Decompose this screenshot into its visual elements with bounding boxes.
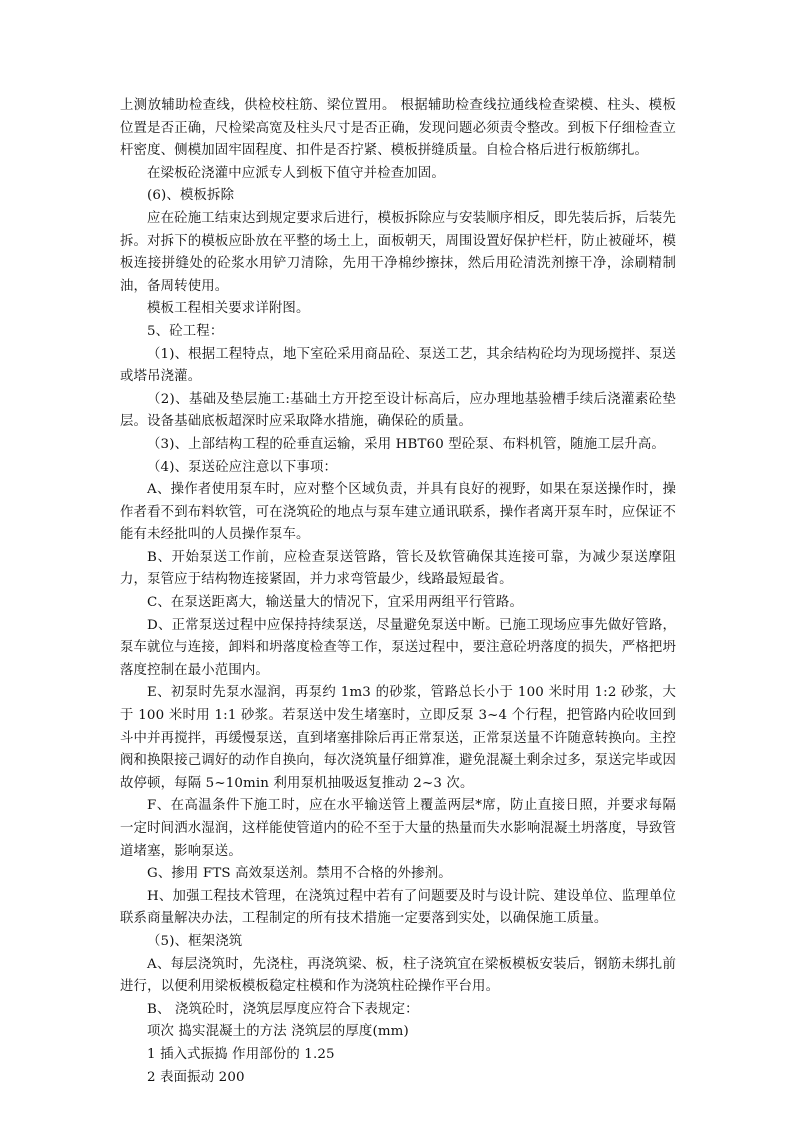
paragraph-pump-c: C、在泵送距离大，输送量大的情况下，宜采用两组平行管路。 bbox=[147, 595, 523, 611]
paragraph-frame-b: B、 浇筑砼时，浇筑层厚度应符合下表规定： bbox=[147, 1001, 419, 1017]
paragraph-pump-b: B、开始泵送工作前，应检查泵送管路，管长及软管确保其连接可靠，为减少泵送摩阻力，泵管应于结构物连接紧固，并力求弯管最少，线路最短最省。 bbox=[120, 549, 676, 588]
paragraph-pump-f: F、在高温条件下施工时，应在水平输送管上覆盖两层*席，防止直接日照，并要求每隔一定时间洒水湿润，这样能使管道内的砼不至于大量的热量而失水影响混凝土坍落度，导致管道堵塞，影响泵送。 bbox=[120, 798, 676, 859]
paragraph-formwork-removal: 应在砼施工结束达到规定要求后进行，模板拆除应与安装顺序相反，即先装后拆，后装先拆。对拆下的模板应卧放在平整的场土上，面板朝天，周围设置好保护栏杆，防止被碰坏，模板连接拼缝处的砼浆水用铲刀清除，先用干净棉纱擦抹，然后用砼清洗剂擦干净，涂刷精制油，备周转使用。 bbox=[120, 210, 676, 294]
paragraph-pump-e: E、初泵时先泵水湿润，再泵约 1m3 的砂浆，管路总长小于 100 米时用 1:2 砂浆，大于 100 米时用 1:1 砂浆。若泵送中发生堵塞时，立即反泵 3~4 个行程，把管路内砼收回到斗中并再搅拌，再缓慢泵送，直到堵塞排除后再正常泵送，正常泵送量不许随意转换向。主控阀和换限接己调好的动作自换向，每次浇筑量仔细算准，避免混凝土剩余过多，泵送完毕或因故停顿，每隔 5~10min 利用泵机抽吸返复推动 2~3 次。 bbox=[120, 685, 676, 791]
paragraph-concrete-2: （2)、基础及垫层施工:基础土方开挖至设计标高后，应办理地基验槽手续后浇灌素砼垫层。设备基础底板超深时应采取降水措施，确保砼的质量。 bbox=[120, 391, 676, 430]
paragraph-pump-g: G、掺用 FTS 高效泵送剂。禁用不合格的外掺剂。 bbox=[147, 866, 452, 882]
paragraph-concrete-4: （4)、泵送砼应注意以下事项： bbox=[147, 459, 338, 475]
paragraph-inspection-lines: 上测放辅助检查线，供检校柱筋、梁位置用。 根据辅助检查线拉通线检查梁模、柱头、模板位置是否正确，尺检梁高宽及柱头尺寸是否正确，发现问题必须责令整改。到板下仔细检查立杆密度、侧模加固牢固程度、扣件是否拧紧、模板拼缝质量。自检合格后进行板筋绑扎。 bbox=[120, 98, 676, 159]
table-row-2: 2 表面振动 200 bbox=[147, 1069, 245, 1085]
paragraph-supervision: 在梁板砼浇灌中应派专人到板下值守并检查加固。 bbox=[147, 165, 445, 181]
heading-frame-pouring: （5)、框架浇筑 bbox=[147, 933, 243, 949]
paragraph-pump-a: A、操作者使用泵车时，应对整个区域负责，并具有良好的视野，如果在泵送操作时，操作者看不到布料软管，可在浇筑砼的地点与泵车建立通讯联系，操作者离开泵车时，应保证不能有未经批叫的人员操作泵车。 bbox=[120, 482, 676, 543]
heading-concrete-works: 5、砼工程： bbox=[147, 323, 224, 339]
paragraph-pump-d: D、正常泵送过程中应保持持续泵送，尽量避免泵送中断。已施工现场应事先做好管路，泵车就位与连接，卸料和坍落度检查等工作，泵送过程中，要注意砼坍落度的损失，严格把坍落度控制在最小范围内。 bbox=[120, 617, 676, 678]
paragraph-concrete-1: （1)、根据工程特点，地下室砼采用商品砼、泵送工艺，其余结构砼均为现场搅拌、泵送或塔吊浇灌。 bbox=[120, 346, 676, 385]
heading-formwork-removal: (6)、模板拆除 bbox=[147, 188, 235, 204]
table-header-row: 项次 捣实混凝土的方法 浇筑层的厚度(mm) bbox=[147, 1024, 409, 1040]
table-row-1: 1 插入式振捣 作用部份的 1.25 bbox=[147, 1046, 335, 1062]
document-body bbox=[120, 95, 676, 1089]
paragraph-frame-a: A、每层浇筑时，先浇柱，再浇筑梁、板，柱子浇筑宜在梁板模板安装后，钢筋未绑扎前进行，以便利用梁板模板稳定柱模和作为浇筑柱砼操作平台用。 bbox=[120, 956, 676, 995]
paragraph-formwork-appendix: 模板工程相关要求详附图。 bbox=[147, 301, 310, 317]
paragraph-concrete-3: （3)、上部结构工程的砼垂直运输，采用 HBT60 型砼泵、布料机管，随施工层升高。 bbox=[147, 436, 665, 452]
paragraph-pump-h: H、加强工程技术管理，在浇筑过程中若有了问题要及时与设计院、建设单位、监理单位联系商量解决办法，工程制定的所有技术措施一定要落到实处，以确保施工质量。 bbox=[120, 888, 676, 927]
